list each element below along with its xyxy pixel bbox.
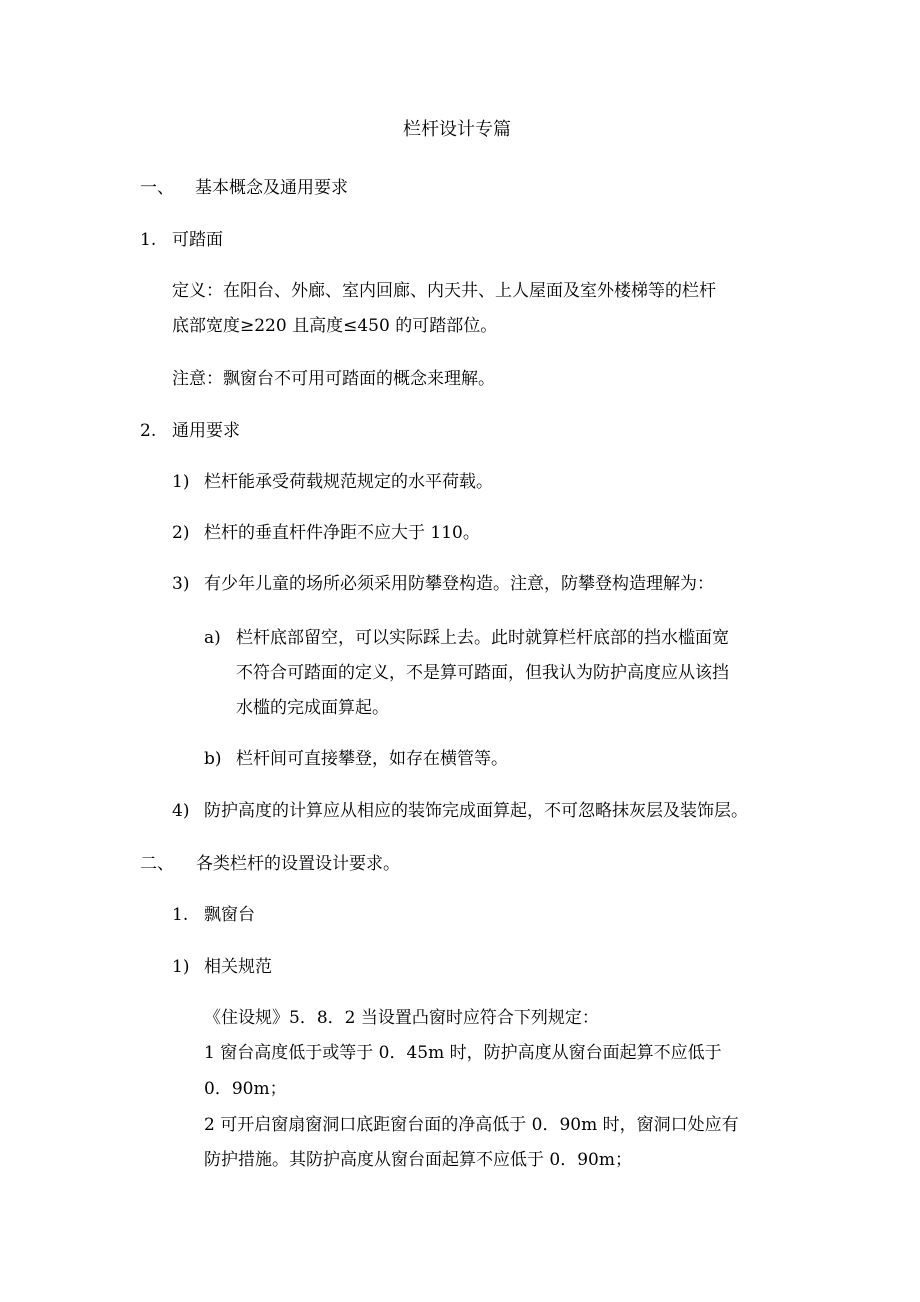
sublist-text: 栏杆间可直接攀登，如存在横管等。 bbox=[236, 749, 508, 769]
quote-line: 2 可开启窗扇窗洞口底距窗台面的净高低于 0．90m 时，窗洞口处应有 bbox=[204, 1115, 739, 1135]
quote-line: 防护措施。其防护高度从窗台面起算不应低于 0．90m； bbox=[204, 1150, 632, 1170]
section-number: 一、 bbox=[140, 178, 174, 198]
section-heading: 各类栏杆的设置设计要求。 bbox=[196, 854, 400, 874]
list-heading: 相关规范 bbox=[204, 957, 272, 977]
list-number: 1) bbox=[172, 472, 190, 492]
list-number: 2) bbox=[172, 523, 190, 543]
section-heading: 基本概念及通用要求 bbox=[195, 178, 348, 198]
list-number: 4) bbox=[172, 801, 190, 821]
item-heading: 可踏面 bbox=[172, 230, 223, 250]
sublist-text: 栏杆底部留空，可以实际踩上去。此时就算栏杆底部的挡水槛面宽 bbox=[236, 628, 729, 648]
item-number: 1. bbox=[172, 905, 189, 925]
item-number: 2. bbox=[140, 421, 157, 441]
section-number: 二、 bbox=[140, 854, 174, 874]
quote-line: 《住设规》5．8．2 当设置凸窗时应符合下列规定： bbox=[204, 1008, 599, 1028]
list-text: 栏杆的垂直杆件净距不应大于 110。 bbox=[204, 523, 480, 543]
page-title: 栏杆设计专篇 bbox=[403, 119, 511, 140]
list-text: 栏杆能承受荷载规范规定的水平荷载。 bbox=[204, 472, 493, 492]
paragraph-line: 定义：在阳台、外廊、室内回廊、内天井、上人屋面及室外楼梯等的栏杆 bbox=[172, 281, 716, 301]
list-text: 防护高度的计算应从相应的装饰完成面算起，不可忽略抹灰层及装饰层。 bbox=[204, 801, 748, 821]
item-heading: 通用要求 bbox=[172, 421, 240, 441]
sublist-letter: a) bbox=[204, 628, 221, 648]
sublist-letter: b) bbox=[204, 749, 222, 769]
item-number: 1. bbox=[140, 230, 157, 250]
note-line: 注意：飘窗台不可用可踏面的概念来理解。 bbox=[172, 369, 495, 389]
paragraph-line: 底部宽度≥220 且高度≤450 的可踏部位。 bbox=[172, 316, 498, 336]
sublist-text: 不符合可踏面的定义，不是算可踏面，但我认为防护高度应从该挡 bbox=[236, 663, 729, 683]
list-number: 3) bbox=[172, 574, 190, 594]
quote-line: 0．90m； bbox=[204, 1079, 287, 1099]
quote-line: 1 窗台高度低于或等于 0．45m 时，防护高度从窗台面起算不应低于 bbox=[204, 1043, 722, 1063]
list-text: 有少年儿童的场所必须采用防攀登构造。注意，防攀登构造理解为： bbox=[204, 574, 714, 594]
list-number: 1) bbox=[172, 957, 190, 977]
sublist-text: 水槛的完成面算起。 bbox=[236, 698, 389, 718]
item-heading: 飘窗台 bbox=[204, 905, 255, 925]
